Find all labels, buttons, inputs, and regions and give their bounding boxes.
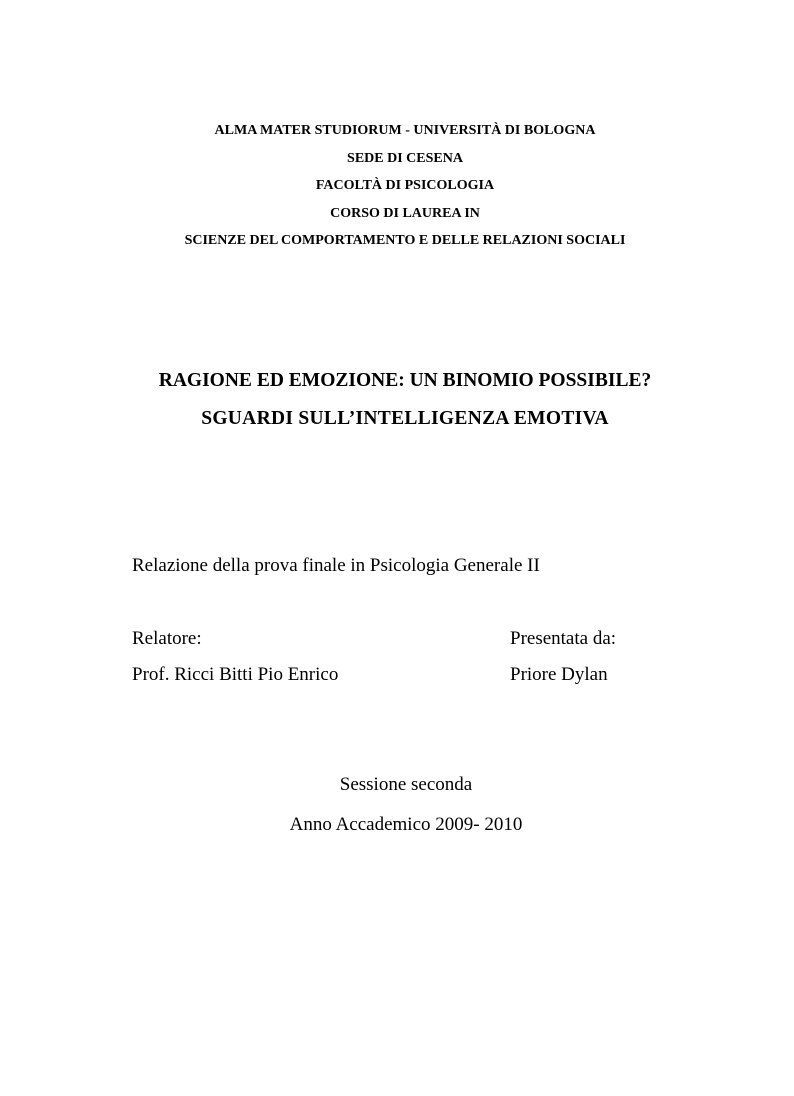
thesis-title: RAGIONE ED EMOZIONE: UN BINOMIO POSSIBILE? [158,370,652,391]
author-label: Presentata da: [510,628,617,649]
institution-header [0,121,794,259]
session-label: Sessione seconda [339,774,473,795]
author-name: Priore Dylan [510,664,608,685]
report-description: Relazione della prova finale in Psicologia Generale II [132,555,540,576]
advisor-name: Prof. Ricci Bitti Pio Enrico [132,664,339,685]
degree-course-label: CORSO DI LAUREA IN [330,205,480,221]
faculty-name: FACOLTÀ DI PSICOLOGIA [315,178,495,193]
advisor-label: Relatore: [132,628,202,649]
thesis-subtitle: SGUARDI SULL’INTELLIGENZA EMOTIVA [201,408,609,429]
academic-year: Anno Accademico 2009- 2010 [289,814,523,835]
university-name: ALMA MATER STUDIORUM - UNIVERSITÀ DI BOLOGNA [214,123,596,138]
degree-course-name: SCIENZE DEL COMPORTAMENTO E DELLE RELAZIONI SOCIALI [184,233,626,248]
campus-name: SEDE DI CESENA [347,150,463,166]
